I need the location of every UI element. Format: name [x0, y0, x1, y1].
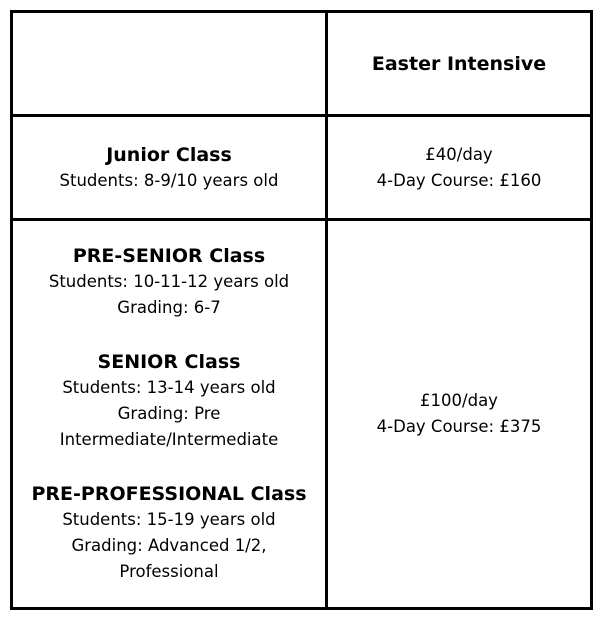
junior-price-cell — [328, 117, 590, 218]
junior-class-students: Students: 8-9/10 years old — [59, 170, 279, 190]
pre-professional-class-grading-continued: Professional — [119, 562, 219, 581]
junior-price-course: 4-Day Course: £160 — [376, 170, 542, 190]
pre-senior-class-title: PRE-SENIOR Class — [72, 245, 266, 267]
senior-class-grading: Grading: Pre — [117, 404, 221, 423]
senior-class-grading-continued: Intermediate/Intermediate — [59, 430, 279, 449]
senior-class-title: SENIOR Class — [97, 351, 241, 373]
junior-class-title: Junior Class — [106, 143, 232, 166]
pricing-table — [10, 10, 593, 610]
upper-price-cell — [328, 221, 590, 607]
upper-price-course: 4-Day Course: £375 — [376, 417, 542, 436]
pre-senior-class-block — [49, 243, 289, 321]
senior-class-students: Students: 13-14 years old — [62, 378, 276, 397]
column-title: Easter Intensive — [371, 52, 547, 75]
junior-class-cell — [13, 117, 325, 218]
pre-senior-class-grading: Grading: 6-7 — [117, 298, 221, 317]
pre-professional-class-grading: Grading: Advanced 1/2, — [71, 536, 267, 555]
pre-professional-class-block — [31, 481, 306, 585]
upper-price-day: £100/day — [420, 391, 498, 410]
junior-price-day: £40/day — [425, 144, 493, 164]
header-cell — [328, 13, 590, 114]
header-empty-cell — [13, 13, 325, 114]
pre-senior-class-students: Students: 10-11-12 years old — [48, 272, 290, 291]
senior-class-block — [60, 349, 278, 453]
pre-professional-class-title: PRE-PROFESSIONAL Class — [31, 483, 307, 505]
upper-classes-cell — [13, 221, 325, 607]
pre-professional-class-students: Students: 15-19 years old — [62, 510, 276, 529]
